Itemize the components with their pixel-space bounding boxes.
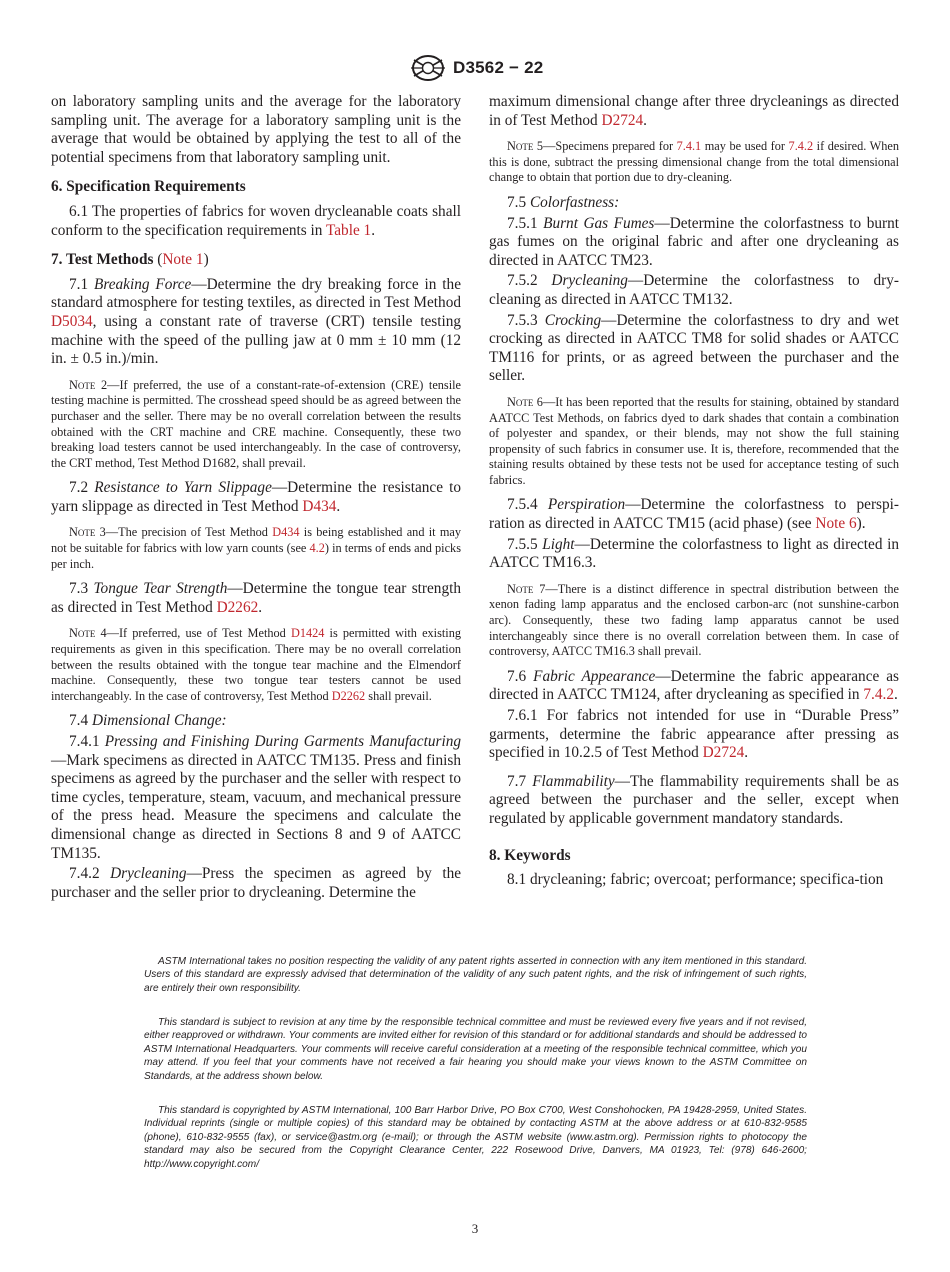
note-6-link[interactable]: Note 6 bbox=[815, 515, 857, 533]
note-2: Note 2—If preferred, the use of a constant-rate-of-extension (CRE) tensile testing machine is permitted. The crosshead speed should be as agreed between the purchaser and the seller. There may be no overall correlation between the results obtained with the CRT machine and CRE machine. Consequently, these two breaking load testers cannot be used interchangeably. In the case of controversy, the CRT method, Test Method D1682, shall prevail. bbox=[51, 377, 461, 470]
document-designation: D3562 − 22 bbox=[453, 58, 544, 77]
intro-paragraph: on laboratory sampling units and the average for the laboratory sampling unit. The average for a laboratory sampling unit is the average that would be obtained by applying the test to all of the potential specimens from that laboratory sampling unit. bbox=[51, 93, 461, 166]
right-column bbox=[489, 93, 899, 892]
paragraph-7-3: 7.3 Tongue Tear Strength—Determine the tongue tear strength as directed in Test Method D2262. bbox=[51, 580, 461, 616]
section-8-heading: 8. Keywords bbox=[489, 846, 571, 864]
note-7: Note 7—There is a distinct difference in spectral distribution between the xenon fading lamp apparatus and the enclosed carbon-arc (not sunshine-carbon arc). Consequently, these two fading lamp apparatus cannot be used interchangeably since there is no overall correlation between them. In case of controversy, AATCC TM16.3 shall prevail. bbox=[489, 581, 899, 659]
paragraph-7-5-1: 7.5.1 Burnt Gas Fumes—Determine the colorfastness to burnt gas fumes on the original fabric and after one drycleaning as directed in AATCC TM23. bbox=[489, 214, 899, 269]
paragraph-6-1: 6.1 The properties of fabrics for woven drycleanable coats shall conform to the specification requirements in Table 1. bbox=[51, 202, 461, 239]
footer-revision-notice: This standard is subject to revision at any time by the responsible technical committee and must be reviewed every five years and if not revised, either reapproved or withdrawn. Your comments are invited either for revision of this standard or for additional standards and should be addressed to ASTM International Headquarters. Your comments will receive careful consideration at a meeting of the responsible technical committee, which you may attend. If you feel that your comments have not received a fair hearing you should make your views known to the ASTM Committee on Standards, at the address shown below. bbox=[144, 1017, 808, 1082]
section-7-4-1-link[interactable]: 7.4.1 bbox=[676, 139, 702, 154]
paragraph-7-5-5: 7.5.5 Light—Determine the colorfastness to light as directed in AATCC TM16.3. bbox=[489, 535, 899, 572]
paragraph-7-6: 7.6 Fabric Appearance—Determine the fabric appearance as directed in AATCC TM124, after drycleaning as specified in 7.4.2. bbox=[489, 667, 899, 704]
d5034-link[interactable]: D5034 bbox=[51, 312, 93, 330]
note-3: Note 3—The precision of Test Method D434 is being established and it may not be suitable for fabrics with low yarn counts (see 4.2) in terms of ends and picks per inch. bbox=[51, 525, 461, 571]
paragraph-7-4: 7.4 Dimensional Change: bbox=[69, 712, 227, 730]
d1424-link[interactable]: D1424 bbox=[290, 626, 325, 641]
note-6: Note 6—It has been reported that the results for staining, obtained by standard AATCC Test Methods, on fabrics dyed to dark shades that contain a combination of polyester and spandex, or their blends, may not show the full staining propensity of such fabrics in consumer use. It is, therefore, recommended that the staining results obtained by these tests not be used for acceptance testing of such fabrics. bbox=[489, 394, 899, 487]
paragraph-7-5-3: 7.5.3 Crocking—Determine the colorfastness to dry and wet crocking as directed in AATCC TM8 for solid shades or AATCC TM116 for prints, or as agreed between the purchaser and the seller. bbox=[489, 311, 899, 385]
section-7-4-2-link[interactable]: 7.4.2 bbox=[788, 139, 814, 154]
paragraph-7-1: 7.1 Breaking Force—Determine the dry breaking force in the standard atmosphere for testing textiles, as directed in Test Method D5034, using a constant rate of traverse (CRT) tensile testing machine with the speed of the pulling jaw at 0 mm ± 10 mm (12 in. ± 0.5 in.)/min. bbox=[51, 275, 461, 368]
paragraph-7-7: 7.7 Flammability—The flammability requirements shall be as agreed between the purchaser and the seller, except when regulated by applicable government mandatory standards. bbox=[489, 772, 900, 827]
astm-logo-icon bbox=[408, 54, 448, 82]
paragraph-7-5-4: 7.5.4 Perspiration—Determine the colorfastness to perspi-ration as directed in AATCC TM15 (acid phase) (see Note 6). bbox=[489, 496, 900, 533]
d434-link[interactable]: D434 bbox=[302, 497, 337, 515]
footer-patent-notice: ASTM International takes no position respecting the validity of any patent rights asserted in connection with any item mentioned in this standard. Users of this standard are expressly advised that determination of the validity of any such patent rights, and the risk of infringement of such rights, are entirely their own responsibility. bbox=[144, 956, 807, 994]
left-column bbox=[51, 93, 461, 904]
paragraph-7-4-1: 7.4.1 Pressing and Finishing During Garments Manufacturing—Mark specimens as directed in AATCC TM135. Press and finish specimens as agreed by the purchaser and the seller with respect to time cycles, temperature, steam, vacuum, and mechanical pressure of the press head. Measure the specimens and calculate the dimensional change as directed in Sections 8 and 9 of AATCC TM135. bbox=[51, 733, 461, 862]
note-5: Note 5—Specimens prepared for 7.4.1 may be used for 7.4.2 if desired. When this is done, subtract the pressing dimensional change from the total dimensional change to obtain that portion due to dry-cleaning. bbox=[489, 139, 899, 185]
paragraph-7-6-1: 7.6.1 For fabrics not intended for use in “Durable Press” garments, determine the fabric appearance after pressing as specified in 10.2.5 of Test Method D2724. bbox=[489, 707, 899, 762]
paragraph-7-5: 7.5 Colorfastness: bbox=[507, 193, 620, 211]
d2262-link[interactable]: D2262 bbox=[216, 598, 259, 616]
d434-note-link[interactable]: D434 bbox=[272, 525, 300, 540]
table-1-link[interactable]: Table 1 bbox=[325, 221, 372, 239]
paragraph-7-2: 7.2 Resistance to Yarn Slippage—Determine the resistance to yarn slippage as directed in Test Method D434. bbox=[51, 479, 462, 515]
note-1-link[interactable]: Note 1 bbox=[162, 251, 204, 269]
d2724-link[interactable]: D2724 bbox=[601, 111, 644, 129]
paragraph-7-4-2-continued: maximum dimensional change after three drycleanings as directed in of Test Method D2724. bbox=[489, 93, 899, 129]
note-4: Note 4—If preferred, use of Test Method D1424 is permitted with existing requirements as given in this specification. There may be no overall correlation between the results obtained with the tongue tear machine and the Elmendorf machine. Consequently, these two tongue tear testers cannot be used interchangeably. In the case of controversy, Test Method D2262 shall prevail. bbox=[51, 626, 462, 703]
section-7-heading: 7. Test Methods (Note 1) bbox=[51, 251, 209, 269]
page-number: 3 bbox=[471, 1221, 479, 1236]
section-7-4-2-ref-link[interactable]: 7.4.2 bbox=[863, 686, 894, 704]
paragraph-7-4-2: 7.4.2 Drycleaning—Press the specimen as agreed by the purchaser and the seller prior to drycleaning. Determine the bbox=[51, 865, 462, 901]
d2262-note-link[interactable]: D2262 bbox=[331, 688, 366, 703]
page-header bbox=[0, 56, 950, 86]
footer-copyright-notice: This standard is copyrighted by ASTM International, 100 Barr Harbor Drive, PO Box C700, West Conshohocken, PA 19428-2959, United States. Individual reprints (single or multiple copies) of this standard may be obtained by contacting ASTM at the above address or at 610-832-9585 (phone), 610-832-9555 (fax), or service@astm.org (e-mail); or through the ASTM website (www.astm.org). Permission rights to photocopy the standard may also be secured from the Copyright Clearance Center, 222 Rosewood Drive, Danvers, MA 01923, Tel: (978) 646-2600; http://www.copyright.com/ bbox=[144, 1105, 807, 1170]
paragraph-8-1: 8.1 drycleaning; fabric; overcoat; performance; specifica-tion bbox=[507, 871, 884, 889]
section-4-2-link[interactable]: 4.2 bbox=[309, 541, 325, 556]
d2724-ref-link[interactable]: D2724 bbox=[702, 744, 745, 762]
paragraph-7-5-2: 7.5.2 Drycleaning—Determine the colorfastness to dry-cleaning as directed in AATCC TM132. bbox=[489, 272, 899, 308]
section-6-heading: 6. Specification Requirements bbox=[51, 178, 246, 196]
